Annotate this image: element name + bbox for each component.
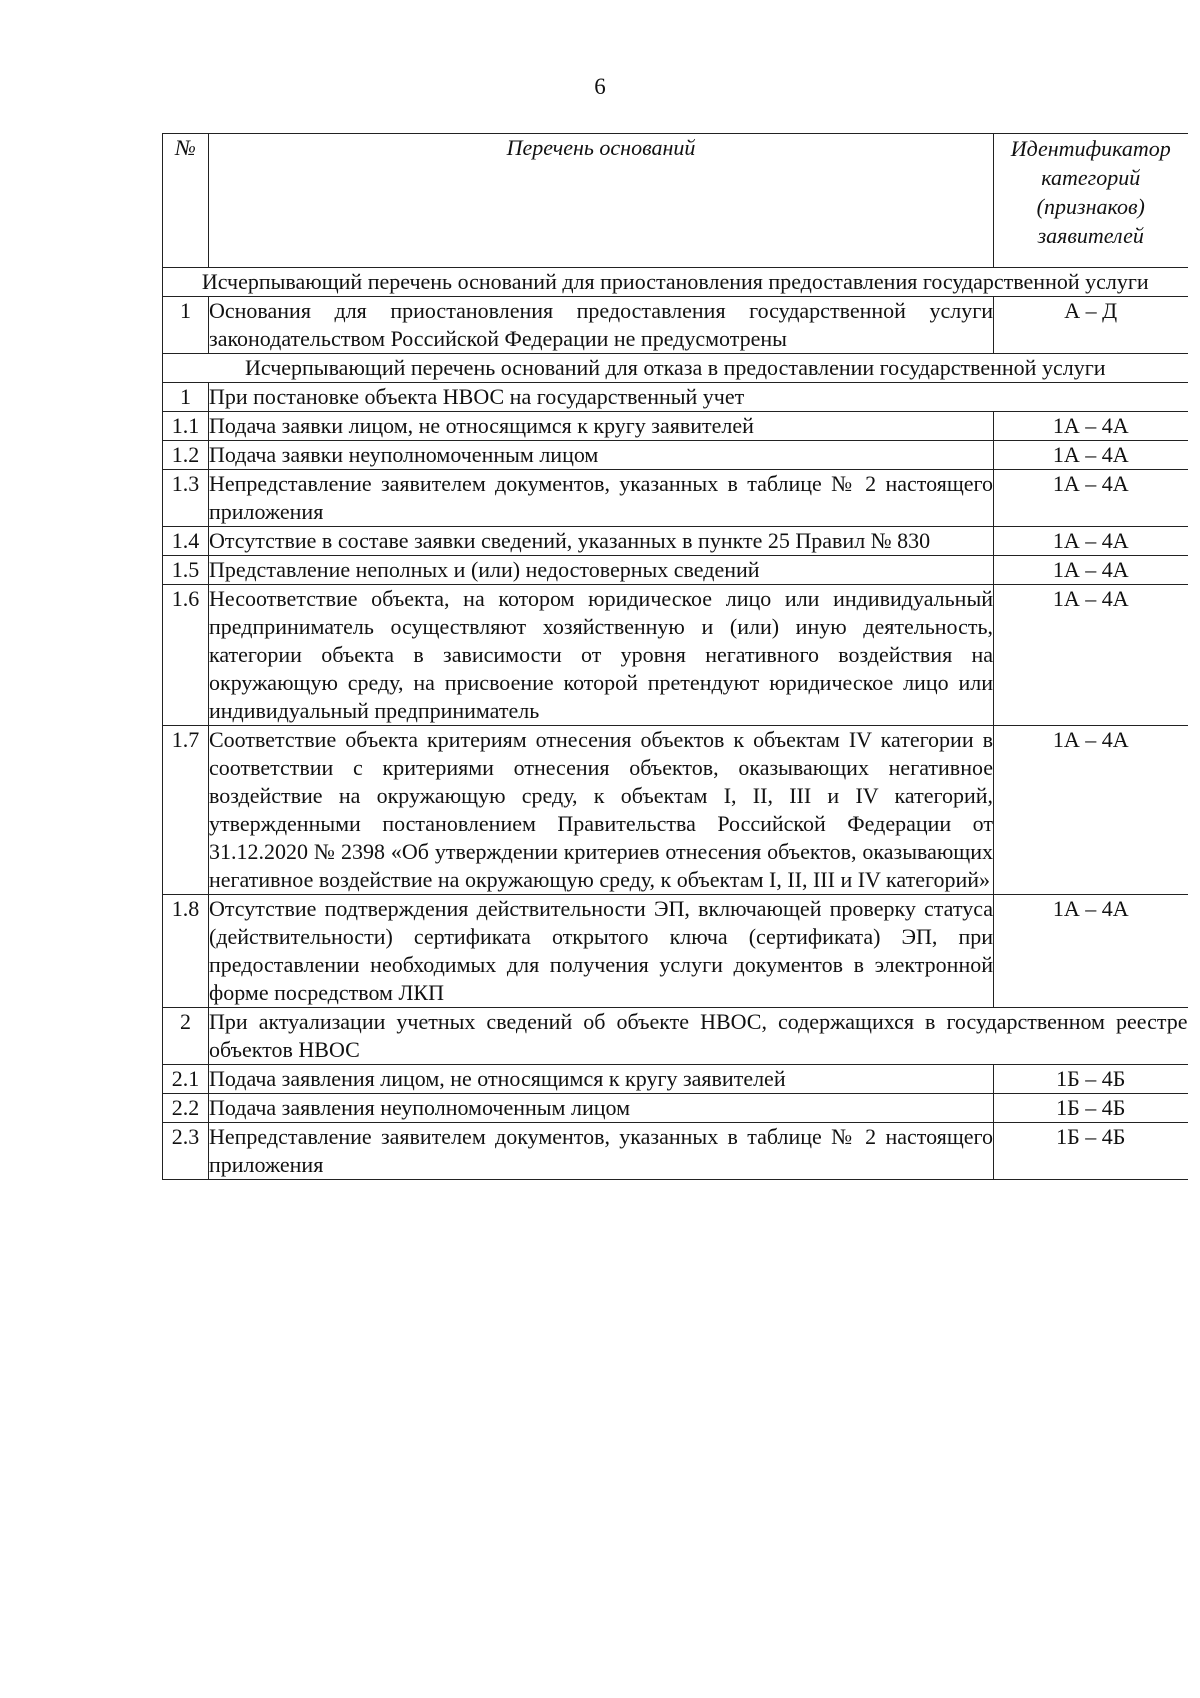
row-category: 1Б – 4Б xyxy=(994,1065,1188,1094)
table-row xyxy=(163,297,1188,354)
section-title-suspension: Исчерпывающий перечень оснований для приостановления предоставления государственной услуги xyxy=(163,268,1188,297)
row-category: 1А – 4А xyxy=(994,470,1188,527)
row-text: Подача заявления лицом, не относящимся к кругу заявителей xyxy=(209,1065,994,1094)
table-row xyxy=(163,412,1188,441)
row-text: При актуализации учетных сведений об объекте НВОС, содержащихся в государственном реестре объектов НВОС xyxy=(209,1008,1188,1065)
header-grounds-list: Перечень оснований xyxy=(209,134,994,268)
table-header-row xyxy=(163,134,1188,268)
table-row xyxy=(163,556,1188,585)
table-row xyxy=(163,383,1188,412)
row-text: Подача заявления неуполномоченным лицом xyxy=(209,1094,994,1123)
table-row xyxy=(163,726,1188,895)
table-row xyxy=(163,527,1188,556)
row-category: 1А – 4А xyxy=(994,895,1188,1008)
row-text: При постановке объекта НВОС на государственный учет xyxy=(209,383,1188,412)
page-number: 6 xyxy=(594,74,606,99)
row-text: Представление неполных и (или) недостоверных сведений xyxy=(209,556,994,585)
row-num: 2.1 xyxy=(163,1065,209,1094)
table-row xyxy=(163,1065,1188,1094)
row-text: Непредставление заявителем документов, указанных в таблице № 2 настоящего приложения xyxy=(209,1123,994,1180)
row-text: Подача заявки лицом, не относящимся к кругу заявителей xyxy=(209,412,994,441)
row-num: 2.3 xyxy=(163,1123,209,1180)
table-row xyxy=(163,441,1188,470)
header-identifier: Идентификатор категорий (признаков) заявителей xyxy=(994,134,1188,268)
row-category: 1А – 4А xyxy=(994,527,1188,556)
row-text: Непредставление заявителем документов, указанных в таблице № 2 настоящего приложения xyxy=(209,470,994,527)
row-num: 1 xyxy=(163,297,209,354)
row-text: Соответствие объекта критериям отнесения объектов к объектам IV категории в соответствии с критериями отнесения объектов, оказывающих негативное воздействие на окружающую среду, к объектам I, II, III и IV категорий, утвержденными постановлением Правительства Российской Федерации от 31.12.2020 № 2398 «Об утверждении критериев отнесения объектов, оказывающих негативное воздействие на окружающую среду, к объектам I, II, III и IV категорий» xyxy=(209,726,994,895)
row-num: 1.1 xyxy=(163,412,209,441)
table-row xyxy=(163,1008,1188,1065)
row-text: Несоответствие объекта, на котором юридическое лицо или индивидуальный предприниматель осуществляют хозяйственную и (или) иную деятельность, категории объекта в зависимости от уровня негативного воздействия на окружающую среду, на присвоение которой претендуют юридическое лицо или индивидуальный предприниматель xyxy=(209,585,994,726)
table-row xyxy=(163,1123,1188,1180)
row-category: А – Д xyxy=(994,297,1188,354)
section-row-suspension xyxy=(163,268,1188,297)
row-num: 2 xyxy=(163,1008,209,1065)
row-text: Отсутствие в составе заявки сведений, указанных в пункте 25 Правил № 830 xyxy=(209,527,994,556)
row-category: 1А – 4А xyxy=(994,585,1188,726)
row-text: Основания для приостановления предоставления государственной услуги законодательством Российской Федерации не предусмотрены xyxy=(209,297,994,354)
table-row xyxy=(163,585,1188,726)
row-category: 1А – 4А xyxy=(994,726,1188,895)
row-num: 1 xyxy=(163,383,209,412)
table-row xyxy=(163,1094,1188,1123)
row-num: 1.4 xyxy=(163,527,209,556)
row-num: 1.2 xyxy=(163,441,209,470)
row-num: 2.2 xyxy=(163,1094,209,1123)
header-num: № xyxy=(163,134,209,268)
row-category: 1Б – 4Б xyxy=(994,1094,1188,1123)
row-category: 1А – 4А xyxy=(994,441,1188,470)
table-row xyxy=(163,895,1188,1008)
row-num: 1.3 xyxy=(163,470,209,527)
row-category: 1А – 4А xyxy=(994,412,1188,441)
section-row-refusal xyxy=(163,354,1188,383)
grounds-table xyxy=(162,133,1188,1180)
row-category: 1А – 4А xyxy=(994,556,1188,585)
row-num: 1.5 xyxy=(163,556,209,585)
row-text: Подача заявки неуполномоченным лицом xyxy=(209,441,994,470)
row-text: Отсутствие подтверждения действительности ЭП, включающей проверку статуса (действительности) сертификата открытого ключа (сертификата) ЭП, при предоставлении необходимых для получения услуги документов в электронной форме посредством ЛКП xyxy=(209,895,994,1008)
row-num: 1.6 xyxy=(163,585,209,726)
table-row xyxy=(163,470,1188,527)
section-title-refusal: Исчерпывающий перечень оснований для отказа в предоставлении государственной услуги xyxy=(163,354,1188,383)
row-category: 1Б – 4Б xyxy=(994,1123,1188,1180)
row-num: 1.7 xyxy=(163,726,209,895)
row-num: 1.8 xyxy=(163,895,209,1008)
